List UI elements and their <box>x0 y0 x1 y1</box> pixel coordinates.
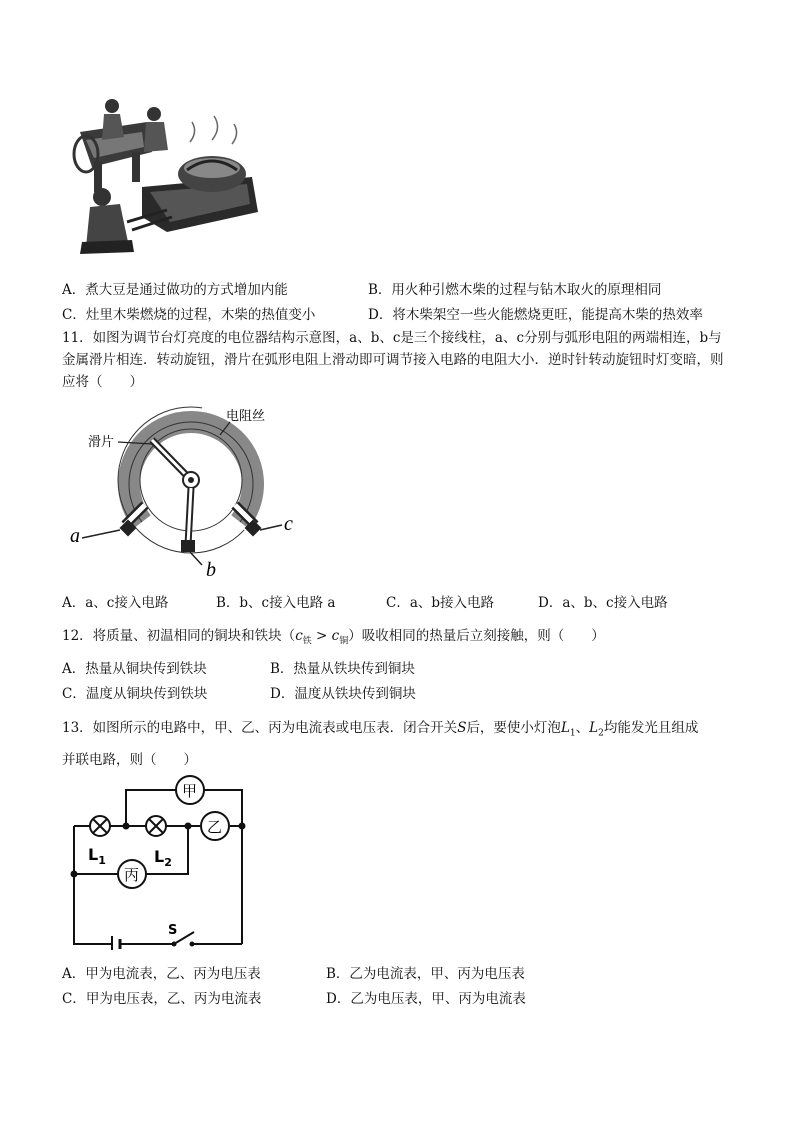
q11-option-c[interactable]: C．a、b接入电路 <box>386 595 495 611</box>
lamp-l1-label: $L_1$ <box>88 845 106 867</box>
q12-option-a[interactable]: A．热量从铜块传到铁块 <box>62 661 207 677</box>
label-resistance-wire: 电阻丝 <box>226 409 266 424</box>
q13-option-b[interactable]: B．乙为电流表，甲、丙为电压表 <box>326 966 525 982</box>
terminal-c-label: c <box>284 513 293 535</box>
q13-option-c[interactable]: C．甲为电压表，乙、丙为电流表 <box>62 991 262 1007</box>
meter-bing-label: 丙 <box>124 866 140 884</box>
battery-icon <box>112 936 120 950</box>
meter-jia-label: 甲 <box>182 782 198 800</box>
lamp-l2 <box>146 816 166 836</box>
q12-option-b[interactable]: B．热量从铁块传到铜块 <box>270 661 415 677</box>
q11-option-a[interactable]: A．a、c接入电路 <box>62 595 169 611</box>
q13-stem-line2: 并联电路，则（ ） <box>62 752 197 768</box>
switch-label: S <box>168 923 178 938</box>
lamp-l1 <box>90 816 110 836</box>
q12-option-c[interactable]: C．温度从铜块传到铁块 <box>62 686 208 702</box>
q13-stem-line1: 13．如图所示的电路中，甲、乙、丙为电流表或电压表．闭合开关S后，要使小灯泡$L_1$、$L_2$均能发光且组成 <box>62 720 699 739</box>
q11-option-d[interactable]: D．a、b、c接入电路 <box>538 595 668 611</box>
q10-option-b[interactable]: B．用火种引燃木柴的过程与钻木取火的原理相同 <box>368 282 662 298</box>
q13-option-d[interactable]: D．乙为电压表，甲、丙为电流表 <box>326 991 526 1007</box>
q11-stem: 11．如图为调节台灯亮度的电位器结构示意图，a、b、c是三个接线柱，a、c分别与弧形电阻的两端相连，b与金属滑片相连．转动旋钮，滑片在弧形电阻上滑动即可调节接入电路的电阻大小．逆时针转动旋钮时灯变暗，则应将（ ） <box>62 330 724 390</box>
q12-stem: 12．将质量、初温相同的铜块和铁块$(c_铁 > c_铜)$吸收相同的热量后立刻接触，则（ ） <box>62 628 605 647</box>
q11-option-b[interactable]: B．b、c接入电路 a <box>216 595 336 611</box>
terminal-a-label: a <box>70 525 80 547</box>
q10-option-c[interactable]: C．灶里木柴燃烧的过程，木柴的热值变小 <box>62 307 316 323</box>
q10-option-d[interactable]: D．将木柴架空一些火能燃烧更旺，能提高木柴的热效率 <box>368 307 703 323</box>
meter-yi-label: 乙 <box>207 818 223 836</box>
q10-option-a[interactable]: A．煮大豆是通过做功的方式增加内能 <box>62 282 288 298</box>
potentiometer-diagram <box>70 400 310 580</box>
q12-option-d[interactable]: D．温度从铁块传到铜块 <box>270 686 416 702</box>
circuit-diagram <box>64 774 254 950</box>
label-slider: 滑片 <box>88 435 115 450</box>
cooking-illustration <box>72 92 264 260</box>
terminal-b-label: b <box>206 559 216 580</box>
q13-option-a[interactable]: A．甲为电流表，乙、丙为电压表 <box>62 966 261 982</box>
lamp-l2-label: $L_2$ <box>154 847 172 869</box>
